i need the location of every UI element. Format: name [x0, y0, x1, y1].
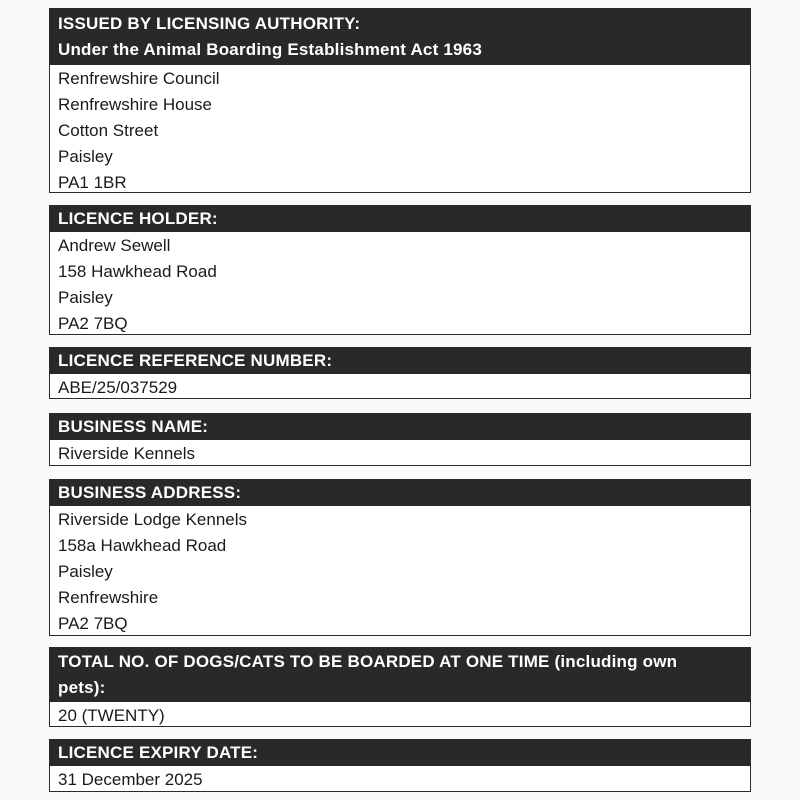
- business-name-value: [50, 440, 750, 469]
- issued-by-address: [50, 65, 750, 198]
- licence-reference-section: [49, 347, 751, 399]
- expiry-section: [49, 739, 751, 792]
- business-name-header: BUSINESS NAME:: [50, 414, 750, 440]
- licence-holder-details: [50, 232, 750, 339]
- business-address-header: BUSINESS ADDRESS:: [50, 480, 750, 506]
- business-name-section: [49, 413, 751, 466]
- issued-by-act: Under the Animal Boarding Establishment Act 1963: [58, 40, 482, 59]
- holder-line: PA2 7BQ: [58, 314, 128, 333]
- licence-holder-header: LICENCE HOLDER:: [50, 206, 750, 232]
- business-address-section: [49, 479, 751, 636]
- address-line: Renfrewshire House: [58, 95, 213, 114]
- total-animals-title: TOTAL NO. OF DOGS/CATS TO BE BOARDED AT ONE TIME (including own pets):: [58, 652, 678, 697]
- business-address-line: Riverside Lodge Kennels: [58, 510, 248, 529]
- holder-line: 158 Hawkhead Road: [58, 262, 217, 281]
- address-line: Cotton Street: [58, 121, 159, 140]
- business-address-line: Paisley: [58, 562, 113, 581]
- expiry-header: LICENCE EXPIRY DATE:: [50, 740, 750, 766]
- business-address-line: PA2 7BQ: [58, 614, 128, 633]
- address-line: Renfrewshire Council: [58, 69, 220, 88]
- business-name: Riverside Kennels: [58, 444, 196, 463]
- total-animals-section: [49, 647, 751, 727]
- address-line: Paisley: [58, 147, 113, 166]
- issued-by-title: ISSUED BY LICENSING AUTHORITY:: [58, 14, 361, 33]
- expiry-value: [50, 766, 750, 795]
- licence-reference-value: [50, 374, 750, 403]
- holder-line: Andrew Sewell: [58, 236, 171, 255]
- licence-holder-section: [49, 205, 751, 335]
- holder-line: Paisley: [58, 288, 113, 307]
- business-address-line: Renfrewshire: [58, 588, 159, 607]
- business-address-line: 158a Hawkhead Road: [58, 536, 227, 555]
- total-animals-count: 20 (TWENTY): [58, 706, 165, 725]
- total-animals-header: [50, 648, 750, 702]
- issued-by-header: [50, 9, 750, 65]
- address-line: PA1 1BR: [58, 173, 127, 192]
- reference-number: ABE/25/037529: [58, 378, 178, 397]
- total-animals-value: [50, 702, 750, 731]
- expiry-date: 31 December 2025: [58, 770, 203, 789]
- licence-reference-header: LICENCE REFERENCE NUMBER:: [50, 348, 750, 374]
- issued-by-section: [49, 8, 751, 193]
- business-address-details: [50, 506, 750, 639]
